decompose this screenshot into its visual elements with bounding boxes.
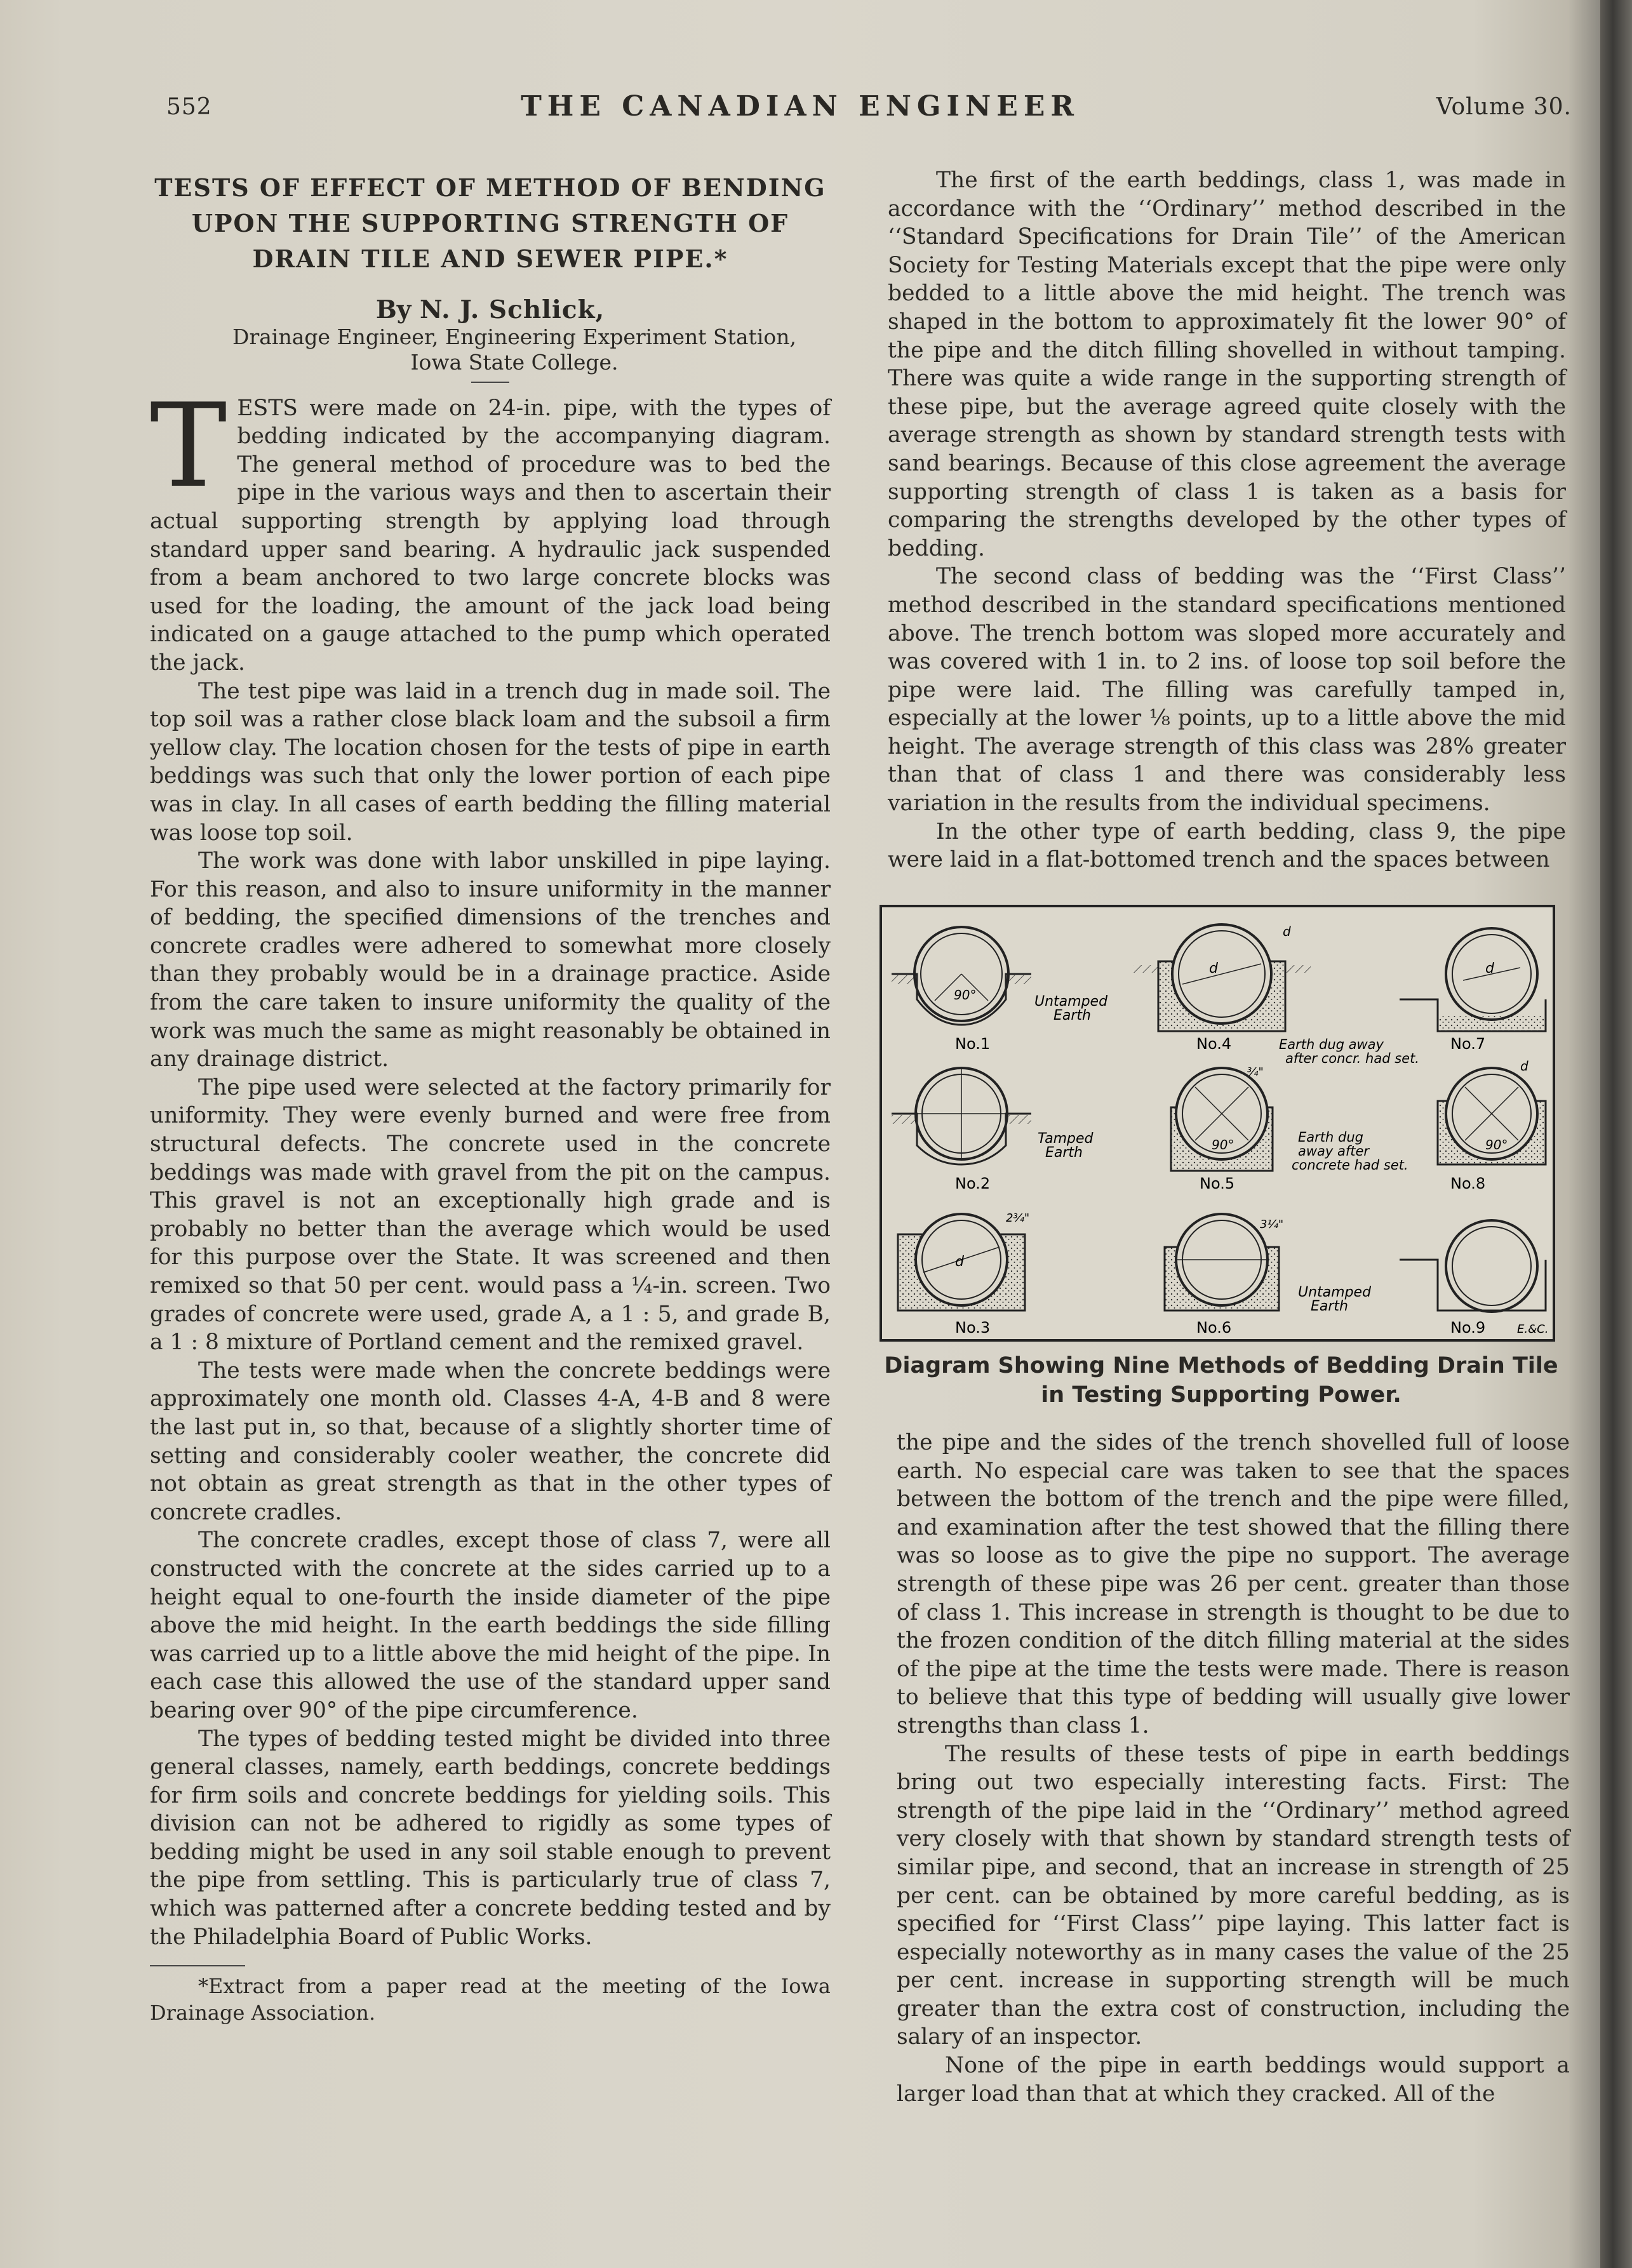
svg-text:Earth: Earth bbox=[1053, 1008, 1091, 1024]
svg-text:¾": ¾" bbox=[1247, 1065, 1264, 1079]
svg-text:after concr. had set.: after concr. had set. bbox=[1285, 1051, 1419, 1066]
paragraph: The pipe used were selected at the factory primarily for uniformity. They were evenly burned and were free from structural defects. The concrete used in the concrete beddings was made with gravel from the pit on the campus. This gravel is not an exceptionally high grade and is probably no better than the average which would be used for this purpose over the State. It was screened and then remixed so that 50 per cent. would pass a ¼-in. screen. Two grades of concrete were used, grade A, a 1 : 5, and grade B, a 1 : 8 mixture of Portland cement and the remixed gravel. bbox=[150, 1074, 831, 1356]
journal-title: THE CANADIAN ENGINEER bbox=[521, 90, 1080, 123]
svg-text:No.4: No.4 bbox=[1196, 1035, 1232, 1053]
svg-text:Earth dug: Earth dug bbox=[1298, 1130, 1363, 1145]
svg-text:d: d bbox=[955, 1254, 964, 1270]
svg-text:Untamped: Untamped bbox=[1298, 1284, 1372, 1300]
drop-cap: T bbox=[150, 378, 227, 513]
paragraph: the pipe and the sides of the trench shovelled full of loose earth. No especial care was taken to see that the spaces between the bottom of the trench and the pipe were filled, and examination after the test showed that the filling there was so loose as to give the pipe no support. The average strength of these pipe was 26 per cent. greater than those of class 1. This increase in strength is thought to be due to the frozen condition of the ditch filling material at the sides of the pipe at the time the tests were made. There is reason to believe that this type of bedding will usually give lower strengths than class 1. bbox=[897, 1430, 1570, 1738]
affiliation-line-2: Iowa State College. bbox=[410, 349, 619, 375]
paragraph: The types of bedding tested might be divided into three general classes, namely, earth beddings, concrete beddings for firm soils and concrete beddings for yielding soils. This division can not be adhered to rigidly as some types of bedding might be used in any soil stable enough to prevent the pipe from settling. This is particularly true of class 7, which was patterned after a concrete bedding tested and by the Philadelphia Board of Public Works. bbox=[150, 1726, 831, 1950]
svg-text:90°: 90° bbox=[1485, 1137, 1508, 1152]
footnote-rule bbox=[150, 1965, 245, 1966]
right-column-bottom bbox=[897, 1429, 1570, 2108]
author-name: N. J. Schlick, bbox=[420, 295, 605, 324]
paragraph: The test pipe was laid in a trench dug in made soil. The top soil was a rather close black loam and the subsoil a firm yellow clay. The location chosen for the tests of pipe in earth beddings was such that only the lower portion of each pipe was in clay. In all cases of earth bedding the filling material was loose top soil. bbox=[150, 678, 831, 846]
svg-text:Earth: Earth bbox=[1311, 1298, 1348, 1314]
svg-text:No.7: No.7 bbox=[1450, 1035, 1486, 1053]
paragraph: TESTS were made on 24-in. pipe, with the types of bedding indicated by the accompanying diagram. The general method of procedure was to bed the pipe in the various ways and then to ascertain their actual supporting strength by applying load through standard upper sand bearing. A hydraulic jack suspended from a beam anchored to two large concrete blocks was used for the loading, the amount of the jack load being indicated on a gauge attached to the pump which operated the jack. bbox=[150, 378, 831, 676]
svg-text:Earth dug away: Earth dug away bbox=[1279, 1037, 1384, 1052]
svg-text:d: d bbox=[1283, 924, 1291, 939]
title-rule bbox=[471, 382, 509, 383]
article-title: TESTS OF EFFECT OF METHOD OF BENDING UPON THE SUPPORTING STRENGTH OF DRAIN TILE AND SEWER PIPE.* bbox=[154, 173, 826, 273]
svg-text:away after: away after bbox=[1298, 1144, 1370, 1159]
byline bbox=[150, 296, 831, 324]
paragraph: The concrete cradles, except those of class 7, were all constructed with the concrete at the sides carried up to a height equal to one-fourth the inside diameter of the pipe above the mid height. In the earth beddings the side filling was carried up to a little above the mid height of the pipe. In each case this allowed the use of the standard upper sand bearing over 90° of the pipe circumference. bbox=[150, 1528, 831, 1723]
svg-text:No.6: No.6 bbox=[1196, 1319, 1232, 1337]
svg-text:Tamped: Tamped bbox=[1038, 1131, 1094, 1147]
svg-text:d: d bbox=[1485, 961, 1494, 977]
right-column-top bbox=[888, 166, 1566, 874]
svg-text:90°: 90° bbox=[954, 987, 977, 1003]
paragraph: None of the pipe in earth beddings would support a larger load than that at which they cracked. All of the bbox=[897, 2053, 1570, 2107]
svg-text:No.5: No.5 bbox=[1200, 1175, 1235, 1192]
paragraph: In the other type of earth bedding, class 9, the pipe were laid in a flat-bottomed trench and the spaces between bbox=[888, 818, 1566, 873]
left-column bbox=[150, 170, 831, 2026]
svg-text:No.3: No.3 bbox=[955, 1319, 991, 1337]
svg-text:Earth: Earth bbox=[1045, 1145, 1083, 1161]
svg-text:concrete had set.: concrete had set. bbox=[1292, 1157, 1408, 1173]
paragraph: The first of the earth beddings, class 1, was made in accordance with the ‘‘Ordinary’’ method described in the ‘‘Standard Specifications for Drain Tile’’ of the American Society for Testing Materials except that the pipe were only bedded to a little above the mid height. The trench was shaped in the bottom to approximately fit the lower 90° of the pipe and the ditch filling shovelled in without tamping. There was quite a wide range in the supporting strength of these pipe, but the average agreed quite closely with the average strength as shown by standard strength tests with sand bearings. Because of this close agreement the average supporting strength of class 1 is taken as a basis for comparing the strengths developed by the other types of bedding. bbox=[888, 168, 1566, 561]
svg-text:d: d bbox=[1520, 1058, 1528, 1074]
paragraph: The results of these tests of pipe in earth beddings bring out two especially interesting facts. First: The strength of the pipe laid in the ‘‘Ordinary’’ method agreed very closely with that shown by standard strength tests of similar pipe, and second, that an increase in strength of 25 per cent. can be obtained by more careful bedding, as is specified for ‘‘First Class’’ pipe laying. This latter fact is especially noteworthy as in many cases the value of the 25 per cent. increase in supporting strength will be much greater than the extra cost of construction, including the salary of an inspector. bbox=[897, 1741, 1570, 2050]
svg-text:90°: 90° bbox=[1212, 1137, 1234, 1152]
paragraph: The tests were made when the concrete beddings were approximately one month old. Classes 4-A, 4-B and 8 were the last put in, so that, because of a slightly shorter time of setting and considerably cooler weather, the concrete did not obtain as great strength as that in the other types of concrete cradles. bbox=[150, 1357, 831, 1525]
paragraph: The work was done with labor unskilled in pipe laying. For this reason, and also to insure uniformity in the manner of bedding, the specified dimensions of the trenches and concrete cradles were adhered to somewhat more closely than they probably would be in a drainage practice. Aside from the care taken to insure uniformity the quality of the work was much the same as might reasonably be obtained in any drainage district. bbox=[150, 848, 831, 1072]
svg-text:3¼": 3¼" bbox=[1260, 1218, 1284, 1231]
byline-prefix: By bbox=[375, 295, 411, 324]
svg-text:2¾": 2¾" bbox=[1006, 1211, 1030, 1225]
svg-text:Untamped: Untamped bbox=[1034, 994, 1108, 1010]
svg-text:No.8: No.8 bbox=[1450, 1175, 1486, 1192]
svg-text:No.1: No.1 bbox=[955, 1035, 991, 1053]
svg-text:d: d bbox=[1209, 961, 1218, 977]
svg-text:No.2: No.2 bbox=[955, 1175, 991, 1192]
volume-label: Volume 30. bbox=[1436, 94, 1572, 120]
svg-text:E.&C.: E.&C. bbox=[1517, 1323, 1549, 1336]
footnote: *Extract from a paper read at the meeting of the Iowa Drainage Association. bbox=[150, 1974, 831, 2025]
bedding-diagram bbox=[879, 904, 1556, 1342]
diagram-caption: Diagram Showing Nine Methods of Bedding Drain Tile in Testing Supporting Power. bbox=[884, 1353, 1558, 1408]
paragraph: The second class of bedding was the ‘‘First Class’’ method described in the standard specifications mentioned above. The trench bottom was sloped more accurately and was covered with 1 in. to 2 ins. of loose top soil before the pipe were laid. The filling was carefully tamped in, especially at the lower ⅛ points, up to a little above the mid height. The average strength of this class was 28% greater than that of class 1 and there was considerably less variation in the results from the individual specimens. bbox=[888, 564, 1566, 817]
affiliation-line-1: Drainage Engineer, Engineering Experiment Station, bbox=[232, 324, 796, 349]
page-number: 552 bbox=[166, 94, 212, 120]
svg-text:No.9: No.9 bbox=[1450, 1319, 1486, 1337]
book-spine bbox=[1600, 0, 1632, 2268]
